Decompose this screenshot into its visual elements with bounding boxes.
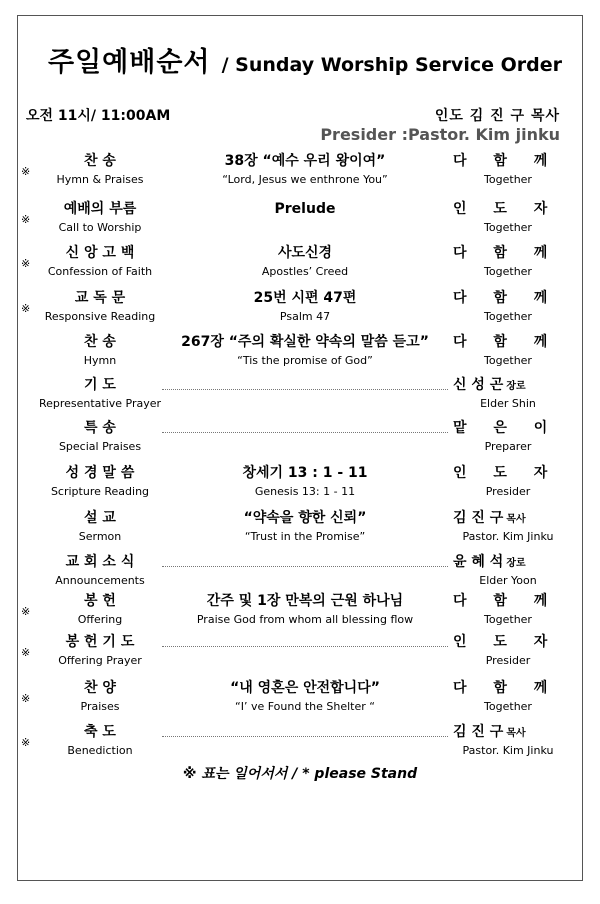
leader-name: 김 진 구	[453, 724, 504, 740]
item-leader-korean	[453, 634, 569, 651]
item-label-korean: 교 독 문	[74, 290, 126, 306]
item-content	[162, 201, 448, 221]
item-leader-korean	[453, 420, 569, 437]
leader-name: 신 성 곤	[453, 377, 504, 393]
leader-name: 김 진 구	[453, 510, 504, 526]
service-item	[0, 680, 600, 722]
item-label-english: Representative Prayer	[38, 397, 162, 410]
item-content-english: Psalm 47	[279, 310, 331, 323]
item-leader-english: Together	[484, 613, 532, 626]
leader-name: 다 함 께	[453, 680, 548, 696]
item-label-korean: 봉 헌	[84, 593, 116, 609]
item-content	[162, 680, 448, 713]
item-content	[162, 554, 448, 574]
presider-korean: 인도 김 진 구 목사	[434, 108, 560, 124]
item-label-korean: 설 교	[84, 510, 116, 526]
leader-name: 다 함 께	[453, 290, 548, 306]
item-label	[35, 554, 165, 587]
leader-title: 장로	[506, 558, 526, 569]
item-leader	[453, 290, 569, 323]
item-label	[35, 245, 165, 278]
item-label-english: Hymn & Praises	[56, 173, 144, 186]
item-label-english: Confession of Faith	[47, 265, 153, 278]
page-title	[48, 40, 562, 79]
leader-name: 다 함 께	[453, 245, 548, 261]
service-item	[0, 377, 600, 419]
title-korean: 주일예배순서	[48, 47, 211, 78]
item-content	[162, 634, 448, 654]
item-content-korean	[162, 420, 448, 437]
item-content-english: Praise God from whom all blessing flow	[196, 613, 414, 626]
item-label-english: Offering Prayer	[58, 654, 142, 667]
item-content	[162, 510, 448, 543]
leader-title: 장로	[506, 381, 526, 392]
item-leader-english: Presider	[485, 654, 531, 667]
item-label	[35, 377, 165, 410]
leader-title: 목사	[506, 514, 526, 525]
presider-english: Presider :Pastor. Kim jinku	[320, 125, 560, 144]
stand-marker-icon: ※	[21, 605, 31, 618]
item-leader-korean	[453, 290, 569, 307]
item-leader	[453, 201, 569, 234]
item-leader	[453, 554, 569, 587]
item-label	[35, 290, 165, 323]
item-label-english: Scripture Reading	[50, 485, 150, 498]
item-label-english: Sermon	[78, 530, 122, 543]
item-content	[162, 465, 448, 498]
item-leader	[453, 593, 569, 626]
item-content	[162, 377, 448, 397]
item-leader-korean	[453, 465, 569, 482]
item-label-english: Hymn	[83, 354, 117, 367]
item-leader-korean	[453, 334, 569, 351]
leader-name: 다 함 께	[453, 593, 548, 609]
item-content-korean: 38장 “예수 우리 왕이여”	[224, 153, 386, 169]
item-leader-korean	[453, 593, 569, 610]
item-label	[35, 465, 165, 498]
item-leader-korean	[453, 201, 569, 218]
service-item	[0, 201, 600, 243]
leader-name: 윤 혜 석	[453, 554, 504, 570]
title-english: / Sunday Worship Service Order	[221, 54, 562, 76]
item-label-korean: 특 송	[84, 420, 116, 436]
leader-name: 인 도 자	[453, 201, 548, 217]
item-label-korean: 봉 헌 기 도	[65, 634, 135, 650]
item-leader-english: Together	[484, 700, 532, 713]
item-label	[35, 634, 165, 667]
stand-marker-icon: ※	[21, 646, 31, 659]
leader-name: 인 도 자	[453, 634, 548, 650]
leader-title: 목사	[506, 728, 526, 739]
service-item	[0, 510, 600, 552]
item-content-korean: 267장 “주의 확실한 약속의 말씀 듣고”	[181, 334, 429, 350]
item-label-korean: 예배의 부름	[63, 201, 137, 217]
item-label	[35, 510, 165, 543]
service-item	[0, 420, 600, 462]
item-leader-english: Together	[484, 310, 532, 323]
item-label-english: Responsive Reading	[44, 310, 156, 323]
item-content	[162, 245, 448, 278]
item-content-korean: 간주 및 1장 만복의 근원 하나님	[206, 593, 404, 609]
item-content-korean: Prelude	[274, 201, 336, 217]
service-item	[0, 153, 600, 195]
item-leader-korean	[453, 153, 569, 170]
item-content-korean: 창세기 13 : 1 - 11	[242, 465, 368, 481]
service-item	[0, 634, 600, 676]
item-content-korean: “약속을 향한 신뢰”	[243, 510, 367, 526]
item-content-english: Genesis 13: 1 - 11	[254, 485, 356, 498]
service-item	[0, 554, 600, 596]
stand-marker-icon: ※	[21, 213, 31, 226]
item-leader-korean	[453, 724, 569, 741]
item-leader	[453, 153, 569, 186]
item-label-korean: 교 회 소 식	[65, 554, 135, 570]
item-leader-english: Elder Shin	[480, 397, 536, 410]
service-item	[0, 724, 600, 766]
item-leader-english: Elder Yoon	[479, 574, 537, 587]
item-leader-english: Pastor. Kim Jinku	[462, 744, 554, 757]
service-item	[0, 245, 600, 287]
item-label-korean: 찬 송	[84, 334, 116, 350]
item-label-korean: 신 앙 고 백	[65, 245, 135, 261]
item-label-english: Announcements	[55, 574, 145, 587]
service-item	[0, 290, 600, 332]
item-leader-korean	[453, 245, 569, 262]
item-content	[162, 420, 448, 440]
item-leader-korean	[453, 554, 569, 571]
item-leader	[453, 724, 569, 757]
item-label	[35, 334, 165, 367]
stand-marker-icon: ※	[21, 692, 31, 705]
item-label-english: Benediction	[67, 744, 133, 757]
item-label-korean: 성 경 말 씀	[65, 465, 135, 481]
item-content	[162, 153, 448, 186]
item-leader	[453, 634, 569, 667]
item-label-english: Praises	[80, 700, 120, 713]
item-leader	[453, 465, 569, 498]
service-item	[0, 465, 600, 507]
item-label-korean: 찬 송	[84, 153, 116, 169]
item-content-korean: 사도신경	[277, 245, 333, 261]
item-content-korean	[162, 554, 448, 571]
item-leader-english: Together	[484, 265, 532, 278]
item-label-korean: 기 도	[84, 377, 116, 393]
service-item	[0, 593, 600, 635]
leader-name: 다 함 께	[453, 153, 548, 169]
item-label	[35, 201, 165, 234]
service-item	[0, 334, 600, 376]
stand-marker-icon: ※	[21, 165, 31, 178]
item-label-english: Offering	[77, 613, 123, 626]
item-content-english: “I’ ve Found the Shelter “	[235, 700, 375, 713]
service-time: 오전 11시/ 11:00AM	[26, 108, 171, 124]
item-leader	[453, 245, 569, 278]
leader-name: 다 함 께	[453, 334, 548, 350]
item-leader-english: Together	[484, 173, 532, 186]
item-label	[35, 680, 165, 713]
item-content-korean	[162, 634, 448, 651]
item-content-korean: 25번 시편 47편	[253, 290, 357, 306]
item-leader	[453, 510, 569, 543]
item-label-english: Call to Worship	[58, 221, 142, 234]
leader-name: 인 도 자	[453, 465, 548, 481]
item-leader-english: Together	[484, 354, 532, 367]
item-leader	[453, 377, 569, 410]
leader-name: 맡 은 이	[453, 420, 548, 436]
item-leader	[453, 334, 569, 367]
item-content-korean	[162, 377, 448, 394]
item-leader-korean	[453, 680, 569, 697]
item-label	[35, 420, 165, 453]
item-label-english: Special Praises	[58, 440, 142, 453]
stand-marker-icon: ※	[21, 302, 31, 315]
item-leader-english: Presider	[485, 485, 531, 498]
stand-marker-icon: ※	[21, 736, 31, 749]
item-label	[35, 153, 165, 186]
stand-note: ※ 표는 일어서서 / * please Stand	[182, 766, 418, 782]
item-content-korean: “내 영혼은 안전합니다”	[230, 680, 380, 696]
item-label-korean: 축 도	[84, 724, 116, 740]
item-content	[162, 290, 448, 323]
item-content	[162, 334, 448, 367]
item-leader-english: Together	[484, 221, 532, 234]
item-content-korean	[162, 724, 448, 741]
item-leader	[453, 420, 569, 453]
item-content	[162, 593, 448, 626]
item-label	[35, 593, 165, 626]
item-label	[35, 724, 165, 757]
item-label-korean: 찬 양	[84, 680, 116, 696]
item-content-english: Apostles’ Creed	[261, 265, 349, 278]
item-content-english: “Trust in the Promise”	[244, 530, 366, 543]
item-leader-english: Pastor. Kim Jinku	[462, 530, 554, 543]
item-leader	[453, 680, 569, 713]
stand-marker-icon: ※	[21, 257, 31, 270]
item-content-english: “Tis the promise of God”	[237, 354, 373, 367]
item-leader-english: Preparer	[484, 440, 532, 453]
item-content	[162, 724, 448, 744]
item-content-english: “Lord, Jesus we enthrone You”	[222, 173, 388, 186]
item-leader-korean	[453, 377, 569, 394]
item-leader-korean	[453, 510, 569, 527]
